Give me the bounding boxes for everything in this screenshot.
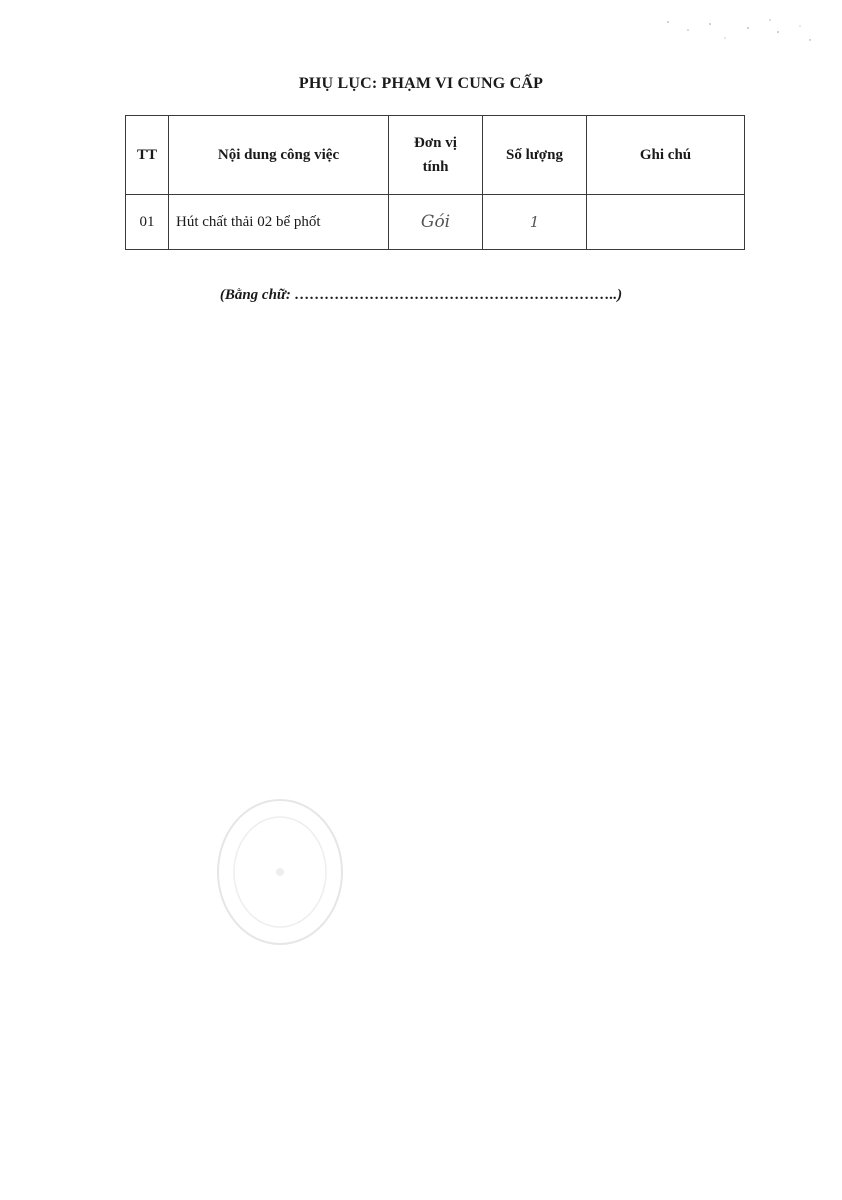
header-tt: TT bbox=[126, 116, 169, 195]
cell-tt: 01 bbox=[126, 195, 169, 250]
cell-note bbox=[587, 195, 745, 250]
scope-table bbox=[125, 115, 745, 250]
header-content: Nội dung công việc bbox=[169, 116, 389, 195]
cell-unit bbox=[389, 195, 483, 250]
header-unit bbox=[389, 116, 483, 195]
page-title: PHỤ LỤC: PHẠM VI CUNG CẤP bbox=[298, 75, 544, 92]
header-note: Ghi chú bbox=[587, 116, 745, 195]
handwritten-unit: Gói bbox=[420, 212, 451, 232]
cell-quantity bbox=[483, 195, 587, 250]
faint-stamp-icon bbox=[205, 792, 355, 952]
table-header-row bbox=[126, 116, 745, 195]
handwritten-quantity: 1 bbox=[529, 212, 540, 231]
scan-speckles bbox=[650, 10, 820, 50]
header-quantity: Số lượng bbox=[483, 116, 587, 195]
header-unit-line2: tính bbox=[422, 159, 449, 175]
header-unit-line1: Đơn vị bbox=[414, 135, 457, 151]
table-row bbox=[126, 195, 745, 250]
in-words-line: (Bằng chữ: ………………………………………………………..) bbox=[219, 287, 623, 303]
cell-content: Hút chất thải 02 bể phốt bbox=[169, 195, 389, 250]
